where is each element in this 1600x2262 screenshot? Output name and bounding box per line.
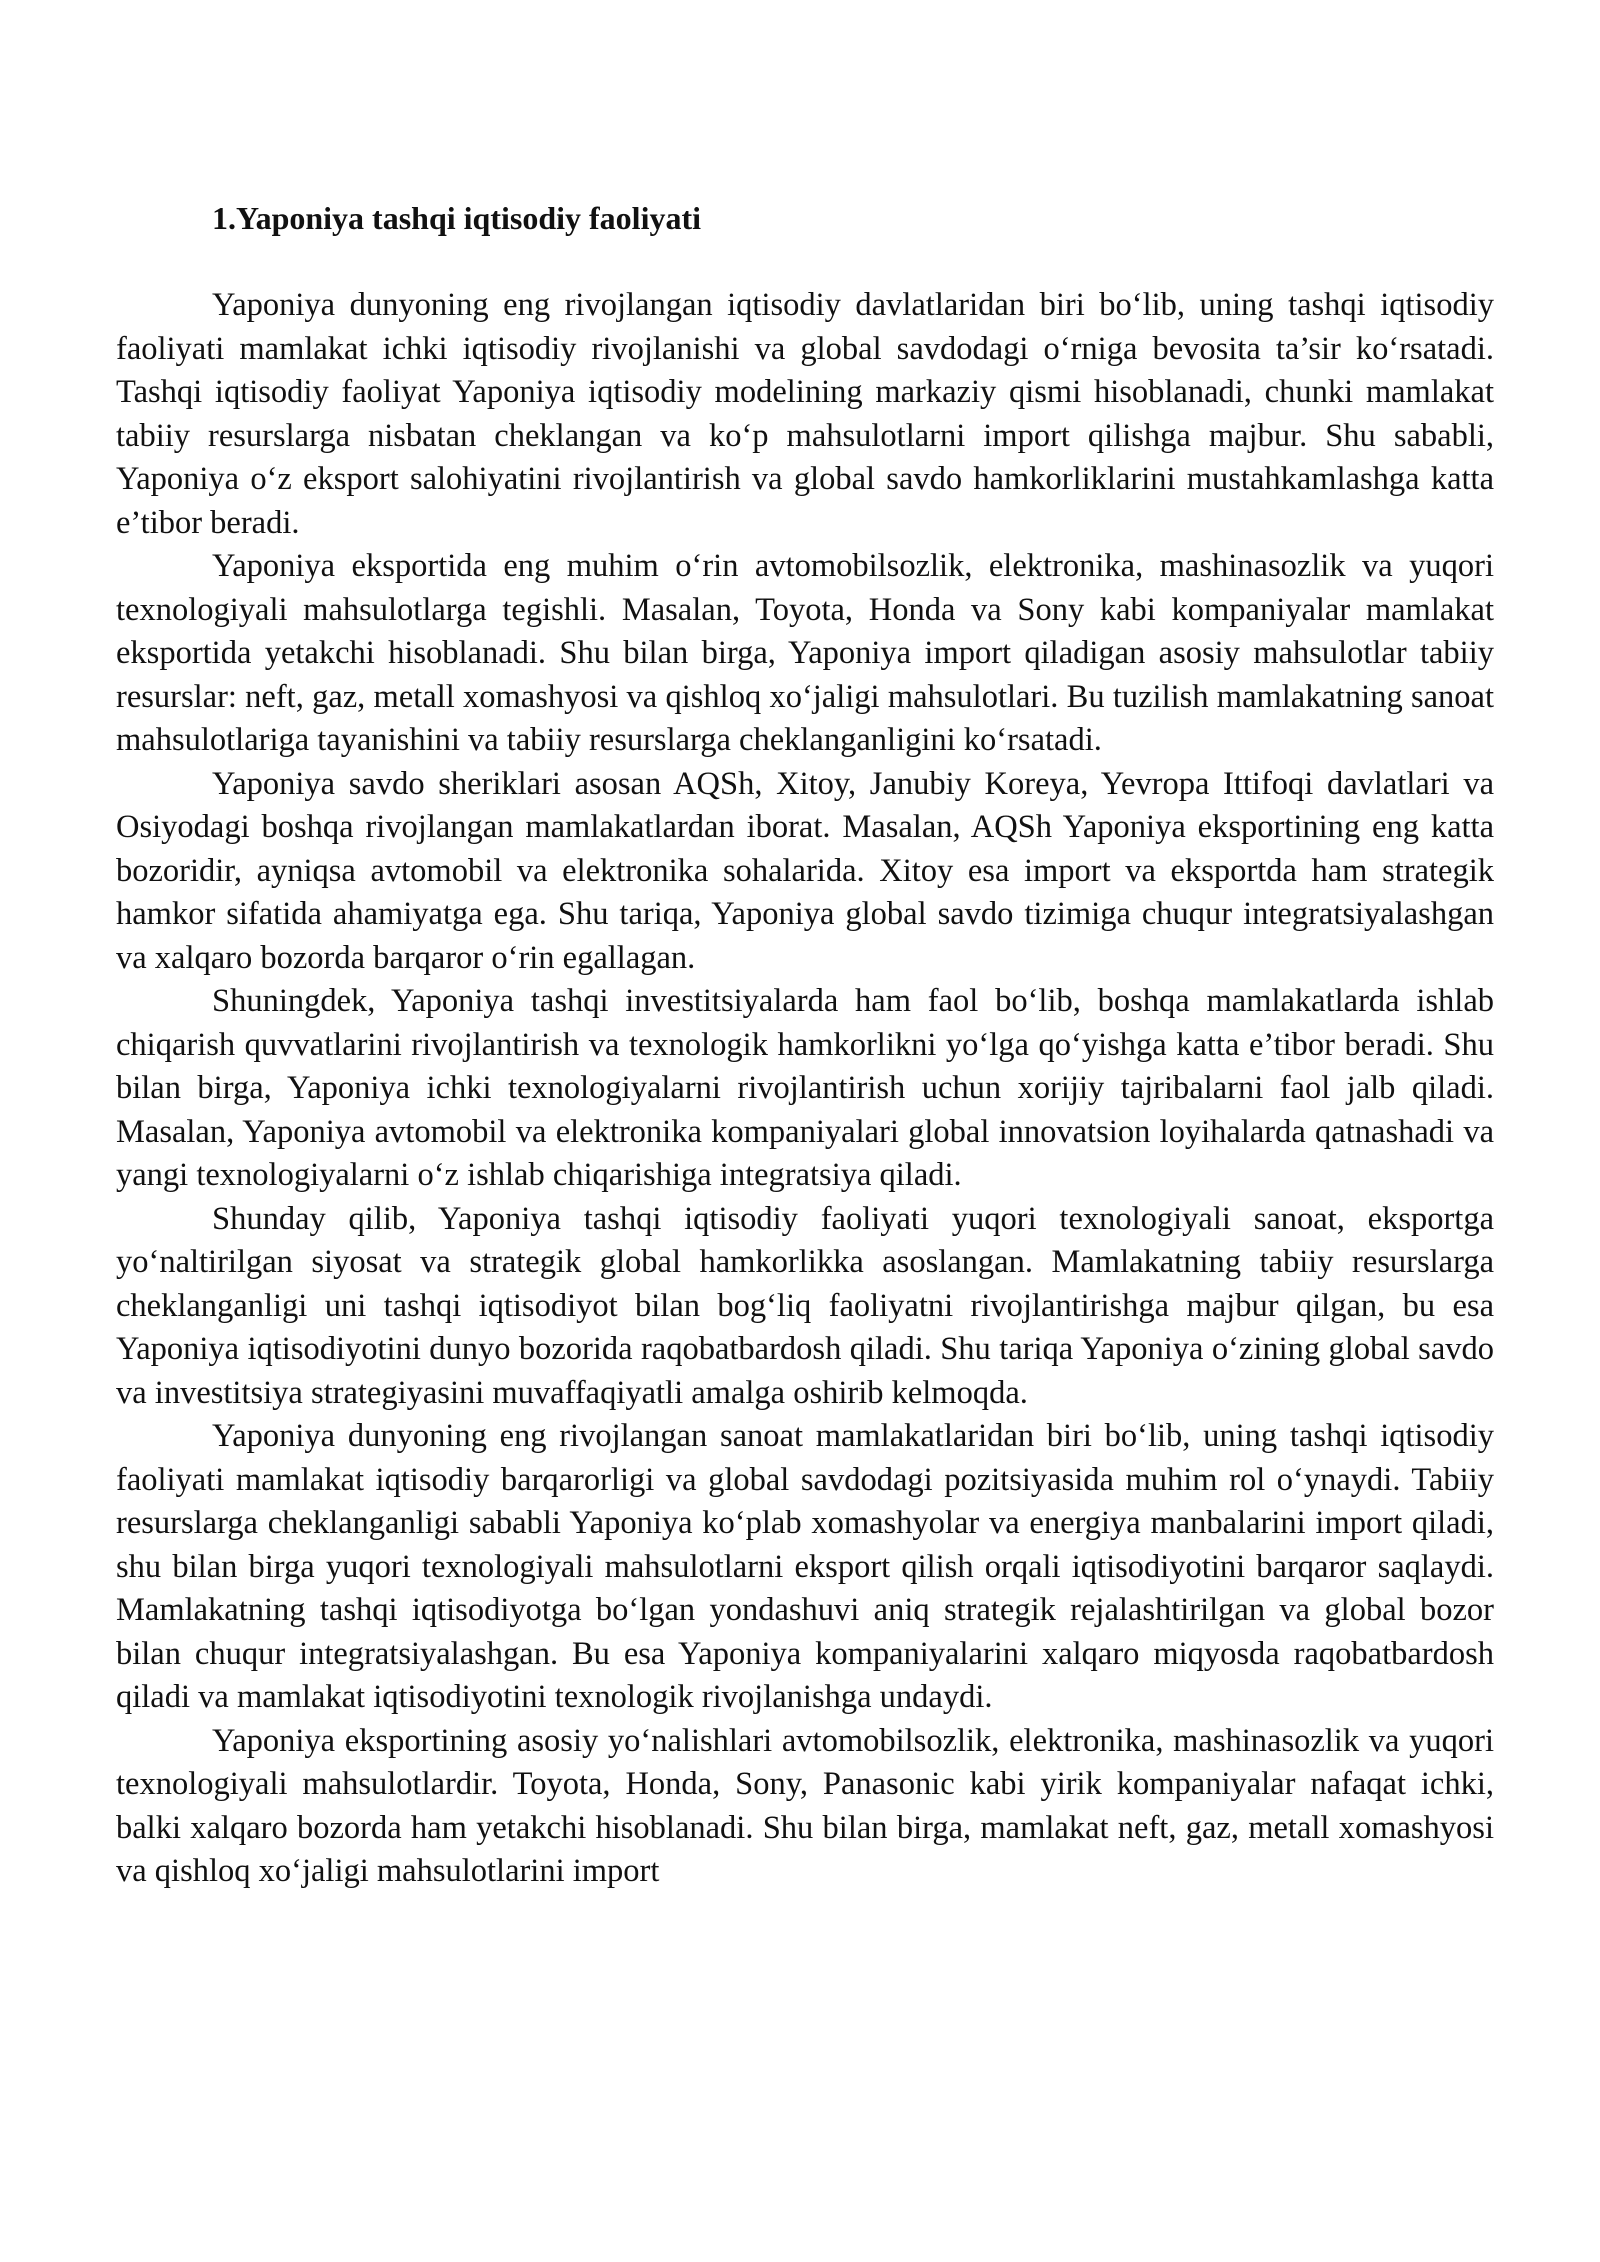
paragraph: Yaponiya eksportining asosiy yo‘nalishlari avtomobilsozlik, elektronika, mashinasozlik va yuqori texnologiyali mahsulotlardir. Toyota, Honda, Sony, Panasonic kabi yirik kompaniyalar nafaqat ichki, balki xalqaro bozorda ham yetakchi hisoblanadi. Shu bilan birga, mamlakat neft, gaz, metall xomashyosi va qishloq xo‘jaligi mahsulotlarini import bbox=[116, 1722, 1494, 1889]
paragraph: Yaponiya savdo sheriklari asosan AQSh, Xitoy, Janubiy Koreya, Yevropa Ittifoqi davlatlari va Osiyodagi boshqa rivojlangan mamlakatlardan iborat. Masalan, AQSh Yaponiya eksportining eng katta bozoridir, ayniqsa avtomobil va elektronika sohalarida. Xitoy esa import va eksportda ham strategik hamkor sifatida ahamiyatga ega. Shu tariqa, Yaponiya global savdo tizimiga chuqur integratsiyalashgan va xalqaro bozorda barqaror o‘rin egallagan. bbox=[116, 765, 1494, 976]
document-body bbox=[116, 196, 1494, 1894]
paragraph: Shunday qilib, Yaponiya tashqi iqtisodiy faoliyati yuqori texnologiyali sanoat, eksportga yo‘naltirilgan siyosat va strategik global hamkorlikka asoslangan. Mamlakatning tabiiy resurslarga cheklanganligi uni tashqi iqtisodiyot bilan bog‘liq faoliyatni rivojlantirishga majbur qilgan, bu esa Yaponiya iqtisodiyotini dunyo bozorida raqobatbardosh qiladi. Shu tariqa Yaponiya o‘zining global savdo va investitsiya strategiyasini muvaffaqiyatli amalga oshirib kelmoqda. bbox=[116, 1200, 1494, 1411]
paragraph: Shuningdek, Yaponiya tashqi investitsiyalarda ham faol bo‘lib, boshqa mamlakatlarda ishlab chiqarish quvvatlarini rivojlantirish va texnologik hamkorlikni yo‘lga qo‘yishga katta e’tibor beradi. Shu bilan birga, Yaponiya ichki texnologiyalarni rivojlantirish uchun xorijiy tajribalarni faol jalb qiladi. Masalan, Yaponiya avtomobil va elektronika kompaniyalari global innovatsion loyihalarda qatnashadi va yangi texnologiyalarni o‘z ishlab chiqarishiga integratsiya qiladi. bbox=[116, 983, 1494, 1193]
section-heading: 1.Yaponiya tashqi iqtisodiy faoliyati bbox=[212, 200, 701, 236]
paragraph: Yaponiya dunyoning eng rivojlangan iqtisodiy davlatlaridan biri bo‘lib, uning tashqi iqtisodiy faoliyati mamlakat ichki iqtisodiy rivojlanishi va global savdodagi o‘rniga bevosita ta’sir ko‘rsatadi. Tashqi iqtisodiy faoliyat Yaponiya iqtisodiy modelining markaziy qismi hisoblanadi, chunki mamlakat tabiiy resurslarga nisbatan cheklangan va ko‘p mahsulotlarni import qilishga majbur. Shu sababli, Yaponiya o‘z eksport salohiyatini rivojlantirish va global savdo hamkorliklarini mustahkamlashga katta e’tibor beradi. bbox=[116, 287, 1494, 541]
paragraph: Yaponiya eksportida eng muhim o‘rin avtomobilsozlik, elektronika, mashinasozlik va yuqori texnologiyali mahsulotlarga tegishli. Masalan, Toyota, Honda va Sony kabi kompaniyalar mamlakat eksportida yetakchi hisoblanadi. Shu bilan birga, Yaponiya import qiladigan asosiy mahsulotlar tabiiy resurslar: neft, gaz, metall xomashyosi va qishloq xo‘jaligi mahsulotlari. Bu tuzilish mamlakatning sanoat mahsulotlariga tayanishini va tabiiy resurslarga cheklanganligini ko‘rsatadi. bbox=[116, 548, 1494, 758]
paragraph: Yaponiya dunyoning eng rivojlangan sanoat mamlakatlaridan biri bo‘lib, uning tashqi iqtisodiy faoliyati mamlakat iqtisodiy barqarorligi va global savdodagi pozitsiyasida muhim rol o‘ynaydi. Tabiiy resurslarga cheklanganligi sababli Yaponiya ko‘plab xomashyolar va energiya manbalarini import qiladi, shu bilan birga yuqori texnologiyali mahsulotlarni eksport qilish orqali iqtisodiyotini barqaror saqlaydi. Mamlakatning tashqi iqtisodiyotga bo‘lgan yondashuvi aniq strategik rejalashtirilgan va global bozor bilan chuqur integratsiyalashgan. Bu esa Yaponiya kompaniyalarini xalqaro miqyosda raqobatbardosh qiladi va mamlakat iqtisodiyotini texnologik rivojlanishga undaydi. bbox=[116, 1418, 1494, 1715]
